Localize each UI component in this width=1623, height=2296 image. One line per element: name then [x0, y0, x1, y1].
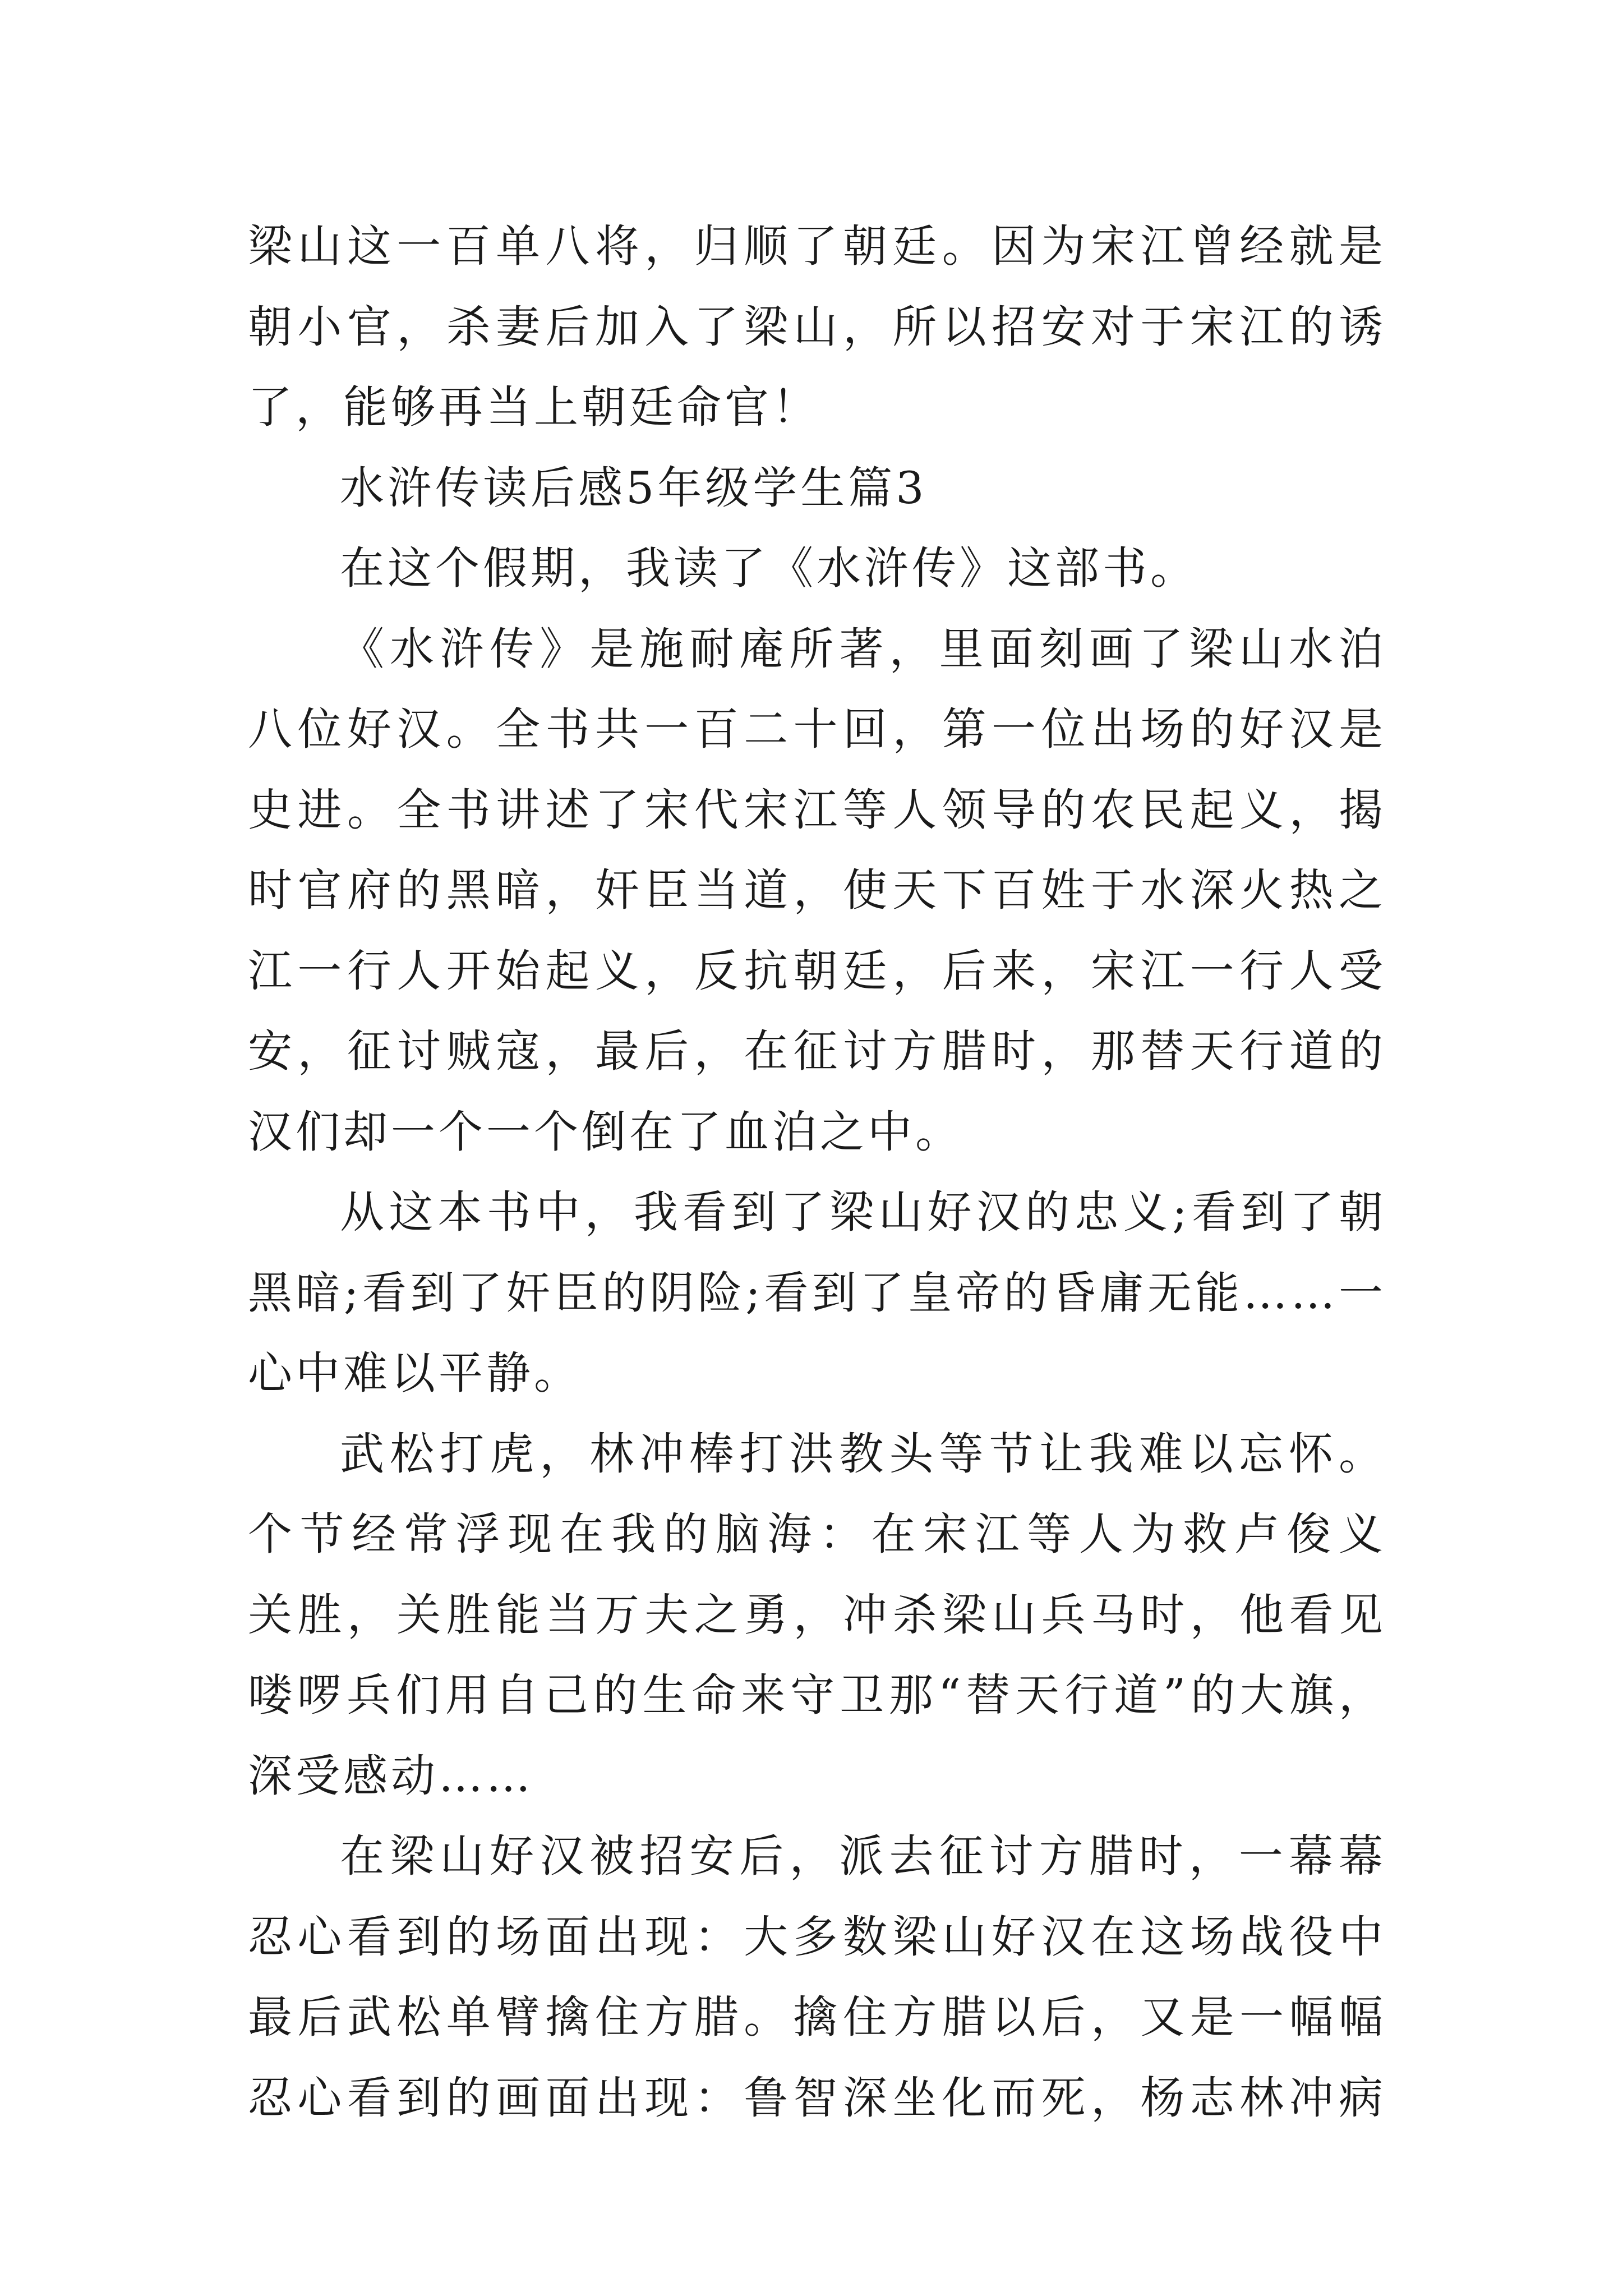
text-line: 梁山这一百单八将，归顺了朝廷。因为宋江曾经就是	[248, 220, 1386, 272]
text-line: 深受感动……	[248, 1750, 534, 1802]
text-line: 朝小官，杀妻后加入了梁山，所以招安对于宋江的诱	[248, 301, 1386, 353]
text-line: 黑暗;看到了奸臣的阴险;看到了皇帝的昏庸无能……一	[248, 1267, 1386, 1319]
text-line: 忍心看到的画面出现：鲁智深坐化而死，杨志林冲病	[248, 2072, 1386, 2124]
text-line: 忍心看到的场面出现：大多数梁山好汉在这场战役中	[248, 1911, 1386, 1963]
text-line: 安，征讨贼寇，最后，在征讨方腊时，那替天行道的	[248, 1025, 1386, 1077]
paragraph-continued	[248, 206, 1386, 448]
text-line: 八位好汉。全书共一百二十回，第一位出场的好汉是	[248, 703, 1386, 755]
section-heading	[248, 448, 1386, 529]
paragraph-ending	[248, 1816, 1386, 2138]
text-line: 在这个假期，我读了《水浒传》这部书。	[340, 542, 1198, 594]
paragraph-reflection	[248, 1172, 1386, 1414]
text-line: 从这本书中，我看到了梁山好汉的忠义;看到了朝	[340, 1186, 1386, 1238]
text-line: 最后武松单臂擒住方腊。擒住方腊以后，又是一幅幅	[248, 1991, 1386, 2043]
text-line: 武松打虎，林冲棒打洪教头等节让我难以忘怀。	[340, 1428, 1386, 1480]
text-line: 个节经常浮现在我的脑海：在宋江等人为救卢俊义	[248, 1508, 1386, 1560]
text-line: 《水浒传》是施耐庵所著，里面刻画了梁山水泊	[340, 623, 1386, 675]
text-line: 汉们却一个一个倒在了血泊之中。	[248, 1106, 963, 1158]
text-line: 喽啰兵们用自己的生命来守卫那“替天行道”的大旗，	[248, 1669, 1386, 1721]
text-line: 史进。全书讲述了宋代宋江等人领导的农民起义，揭	[248, 784, 1386, 836]
text-line: 在梁山好汉被招安后，派去征讨方腊时，一幕幕	[340, 1830, 1386, 1882]
text-line: 关胜，关胜能当万夫之勇，冲杀梁山兵马时，他看见	[248, 1589, 1386, 1641]
document-body	[248, 206, 1386, 2138]
paragraph-intro	[248, 528, 1386, 609]
paragraph-summary	[248, 609, 1386, 1173]
heading-text: 水浒传读后感5年级学生篇3	[340, 462, 928, 514]
text-line: 了，能够再当上朝廷命官！	[248, 381, 820, 433]
paragraph-memorable	[248, 1414, 1386, 1817]
text-line: 心中难以平静。	[248, 1347, 582, 1399]
text-line: 江一行人开始起义，反抗朝廷，后来，宋江一行人受	[248, 945, 1386, 997]
text-line: 时官府的黑暗，奸臣当道，使天下百姓于水深火热之	[248, 864, 1386, 916]
